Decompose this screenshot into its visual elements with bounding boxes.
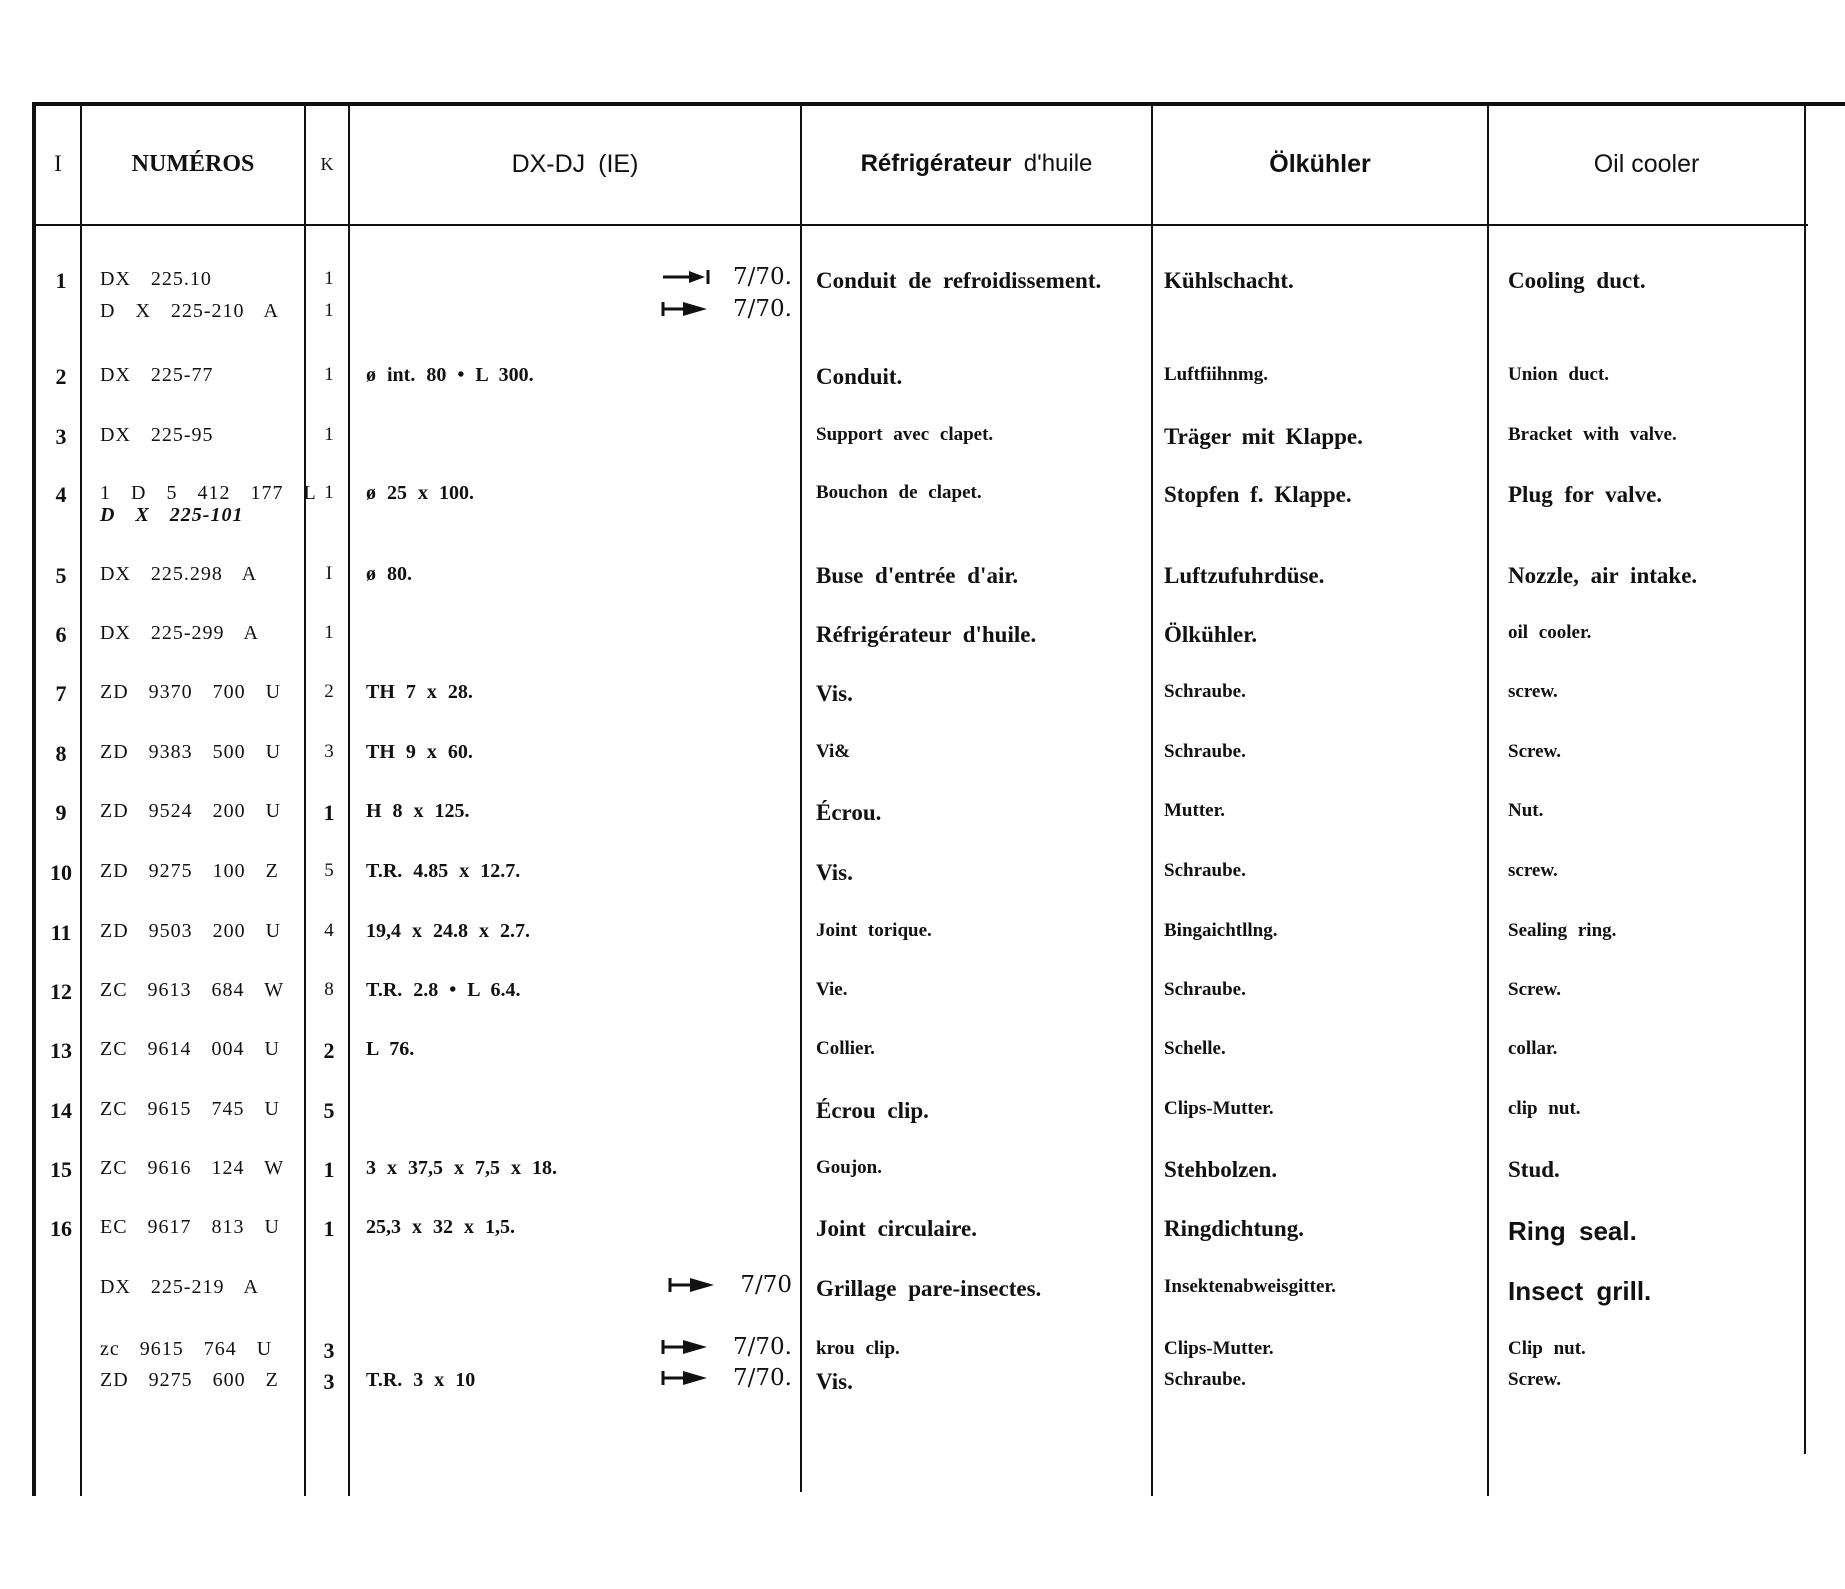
row-index: 13 — [50, 1038, 72, 1063]
description-de: Insektenabweisgitter. — [1164, 1276, 1336, 1297]
header-de-label: Ölkühler — [1269, 149, 1371, 178]
quantity: 8 — [324, 979, 334, 1000]
description-de: Schraube. — [1164, 741, 1246, 762]
quantity: 4 — [324, 920, 334, 941]
header-en-label: Oil cooler — [1593, 149, 1700, 178]
part-number: DX 225.10 — [100, 268, 212, 290]
specification: T.R. 4.85 x 12.7. — [366, 860, 521, 882]
header-fr-bold: Réfrigérateur — [860, 150, 1012, 177]
description-en: clip nut. — [1508, 1098, 1581, 1119]
description-en: Bracket with valve. — [1508, 424, 1677, 445]
quantity: 1 — [324, 300, 334, 321]
quantity: 2 — [324, 681, 334, 702]
quantity: 1 — [324, 482, 334, 503]
col-divider-de — [1151, 104, 1153, 1496]
description-fr: Écrou. — [816, 800, 882, 825]
row-index: 3 — [55, 424, 67, 449]
part-number: zc 9615 764 U — [100, 1338, 273, 1360]
quantity: 1 — [323, 1216, 335, 1241]
description-fr: Bouchon de clapet. — [816, 482, 982, 503]
quantity: 3 — [323, 1338, 335, 1363]
effective-date-group — [660, 1272, 792, 1298]
col-divider-qty — [304, 104, 306, 1496]
effective-date: 7/70. — [733, 1334, 792, 1360]
part-number: DX 225.298 A — [100, 563, 258, 585]
description-fr: Support avec clapet. — [816, 424, 994, 445]
description-fr: Conduit. — [816, 364, 903, 389]
description-fr: Vis. — [816, 860, 853, 885]
description-de: Ringdichtung. — [1164, 1216, 1304, 1241]
description-en: Stud. — [1508, 1157, 1560, 1182]
quantity: 5 — [324, 860, 334, 881]
description-de: Schraube. — [1164, 1369, 1246, 1390]
part-number: ZC 9614 004 U — [100, 1038, 280, 1060]
specification: TH 9 x 60. — [366, 741, 473, 763]
row-index: 1 — [55, 268, 67, 293]
effective-arrow — [668, 1278, 718, 1292]
header-numbers-label: NUMÉROS — [131, 150, 255, 177]
description-en: Screw. — [1508, 1369, 1561, 1390]
header-de — [1153, 104, 1487, 224]
part-number: ZD 9383 500 U — [100, 741, 282, 763]
part-number: ZD 9370 700 U — [100, 681, 282, 703]
effective-date-group — [660, 1365, 792, 1391]
description-de: Kühlschacht. — [1164, 268, 1294, 293]
part-number: DX 225-95 — [100, 424, 214, 446]
quantity: 1 — [323, 800, 335, 825]
row-index: 5 — [55, 563, 67, 588]
header-qty-label: K — [320, 153, 334, 174]
quantity: 3 — [324, 741, 334, 762]
description-en: screw. — [1508, 860, 1558, 881]
effective-date: 7/70. — [733, 1365, 792, 1391]
part-number: DX 225-219 A — [100, 1276, 259, 1298]
specification: 3 x 37,5 x 7,5 x 18. — [366, 1157, 557, 1179]
header-qty — [306, 104, 348, 224]
specification: H 8 x 125. — [366, 800, 470, 822]
row-index: 7 — [55, 681, 67, 706]
effective-date: 7/70 — [740, 1272, 792, 1298]
description-de: Schelle. — [1164, 1038, 1226, 1059]
start-arrow-icon — [661, 1371, 711, 1385]
specification: T.R. 2.8 • L 6.4. — [366, 979, 521, 1001]
description-en: Nozzle, air intake. — [1508, 563, 1698, 588]
description-en: Screw. — [1508, 741, 1561, 762]
effective-date-group — [660, 1334, 792, 1360]
effective-arrow — [661, 270, 711, 284]
description-de: Clips-Mutter. — [1164, 1338, 1274, 1359]
start-arrow-icon — [661, 302, 711, 316]
effective-date-group — [660, 264, 792, 290]
row-index: 4 — [55, 482, 67, 507]
description-fr: Grillage pare-insectes. — [816, 1276, 1042, 1301]
col-divider-model — [348, 104, 350, 1496]
description-de: Schraube. — [1164, 979, 1246, 1000]
start-arrow-icon — [668, 1278, 718, 1292]
header-en — [1489, 104, 1804, 224]
col-divider-en — [1487, 104, 1489, 1496]
effective-date: 7/70. — [733, 296, 792, 322]
header-bottom-border — [34, 224, 1808, 226]
quantity: 1 — [324, 622, 334, 643]
col-divider-fr — [800, 104, 802, 1492]
specification: L 76. — [366, 1038, 415, 1060]
description-de: Stopfen f. Klappe. — [1164, 482, 1352, 507]
specification: ø int. 80 • L 300. — [366, 364, 534, 386]
part-number: DX 225-77 — [100, 364, 214, 386]
description-fr: Buse d'entrée d'air. — [816, 563, 1019, 588]
description-fr: Joint torique. — [816, 920, 932, 941]
row-index: 15 — [50, 1157, 72, 1182]
description-en: screw. — [1508, 681, 1558, 702]
header-fr — [802, 104, 1151, 224]
description-fr: krou clip. — [816, 1338, 900, 1359]
description-en: Union duct. — [1508, 364, 1610, 385]
description-de: Ölkühler. — [1164, 622, 1258, 647]
table-left-border — [32, 102, 36, 1496]
part-number: D X 225-210 A — [100, 300, 279, 322]
row-index: 10 — [50, 860, 72, 885]
description-fr: Goujon. — [816, 1157, 882, 1178]
row-index: 11 — [50, 920, 72, 945]
specification: ø 80. — [366, 563, 412, 585]
row-index: 6 — [55, 622, 67, 647]
description-en: Screw. — [1508, 979, 1561, 1000]
row-index: 12 — [50, 979, 72, 1004]
description-de: Luftfiihnmg. — [1164, 364, 1268, 385]
description-fr: Conduit de refroidissement. — [816, 268, 1102, 293]
header-numbers — [82, 104, 304, 224]
part-number: ZD 9524 200 U — [100, 800, 282, 822]
part-number: DX 225-299 A — [100, 622, 259, 644]
specification: ø 25 x 100. — [366, 482, 474, 504]
row-index: 16 — [50, 1216, 72, 1241]
description-de: Bingaichtllng. — [1164, 920, 1278, 941]
header-model-label: DX-DJ (IE) — [511, 149, 639, 178]
specification: 19,4 x 24.8 x 2.7. — [366, 920, 530, 942]
part-number: ZC 9613 684 W — [100, 979, 285, 1001]
quantity: I — [325, 563, 333, 584]
description-en: Cooling duct. — [1508, 268, 1646, 293]
description-en: collar. — [1508, 1038, 1558, 1059]
description-de: Mutter. — [1164, 800, 1226, 821]
effective-arrow — [661, 1340, 711, 1354]
description-de: Schraube. — [1164, 681, 1246, 702]
part-number: EC 9617 813 U — [100, 1216, 280, 1238]
description-en: Plug for valve. — [1508, 482, 1663, 507]
description-de: Träger mit Klappe. — [1164, 424, 1363, 449]
description-fr: Vi& — [816, 741, 851, 762]
description-de: Clips-Mutter. — [1164, 1098, 1274, 1119]
description-en: Ring seal. — [1508, 1216, 1637, 1246]
specification: T.R. 3 x 10 — [366, 1369, 476, 1391]
description-fr: Vis. — [816, 1369, 853, 1394]
description-en: Clip nut. — [1508, 1338, 1586, 1359]
header-model — [350, 104, 800, 224]
description-fr: Vie. — [816, 979, 848, 1000]
description-fr: Écrou clip. — [816, 1098, 929, 1123]
description-de: Luftzufuhrdüse. — [1164, 563, 1325, 588]
description-fr: Réfrigérateur d'huile. — [816, 622, 1037, 647]
start-arrow-icon — [661, 1340, 711, 1354]
effective-date: 7/70. — [733, 264, 792, 290]
row-index: 9 — [55, 800, 67, 825]
quantity: 1 — [324, 364, 334, 385]
row-index: 8 — [55, 741, 67, 766]
description-de: Schraube. — [1164, 860, 1246, 881]
description-en: Insect grill. — [1508, 1276, 1652, 1306]
part-number: ZD 9275 600 Z — [100, 1369, 279, 1391]
effective-arrow — [661, 1371, 711, 1385]
header-index — [36, 104, 80, 224]
part-number: ZC 9616 124 W — [100, 1157, 285, 1179]
part-number: ZC 9615 745 U — [100, 1098, 280, 1120]
description-fr: Vis. — [816, 681, 853, 706]
row-index: 2 — [55, 364, 67, 389]
description-fr: Joint circulaire. — [816, 1216, 978, 1241]
quantity: 1 — [324, 268, 334, 289]
specification: TH 7 x 28. — [366, 681, 473, 703]
part-number-alt: D X 225-101 — [100, 504, 244, 526]
description-fr: Collier. — [816, 1038, 875, 1059]
effective-date-group — [660, 296, 792, 322]
part-number: 1 D 5 412 177 L — [100, 482, 317, 504]
specification: 25,3 x 32 x 1,5. — [366, 1216, 515, 1238]
description-en: Sealing ring. — [1508, 920, 1617, 941]
end-arrow-icon — [661, 270, 711, 284]
header-index-label: I — [54, 151, 62, 176]
description-en: Nut. — [1508, 800, 1544, 821]
header-fr-rest: d'huile — [1023, 150, 1093, 177]
description-de: Stehbolzen. — [1164, 1157, 1278, 1182]
quantity: 1 — [323, 1157, 335, 1182]
quantity: 5 — [323, 1098, 335, 1123]
part-number: ZD 9503 200 U — [100, 920, 282, 942]
description-en: oil cooler. — [1508, 622, 1592, 643]
effective-arrow — [661, 302, 711, 316]
row-index: 14 — [50, 1098, 72, 1123]
table-right-border — [1804, 104, 1806, 1454]
quantity: 3 — [323, 1369, 335, 1394]
part-number: ZD 9275 100 Z — [100, 860, 279, 882]
quantity: 1 — [324, 424, 334, 445]
quantity: 2 — [323, 1038, 335, 1063]
